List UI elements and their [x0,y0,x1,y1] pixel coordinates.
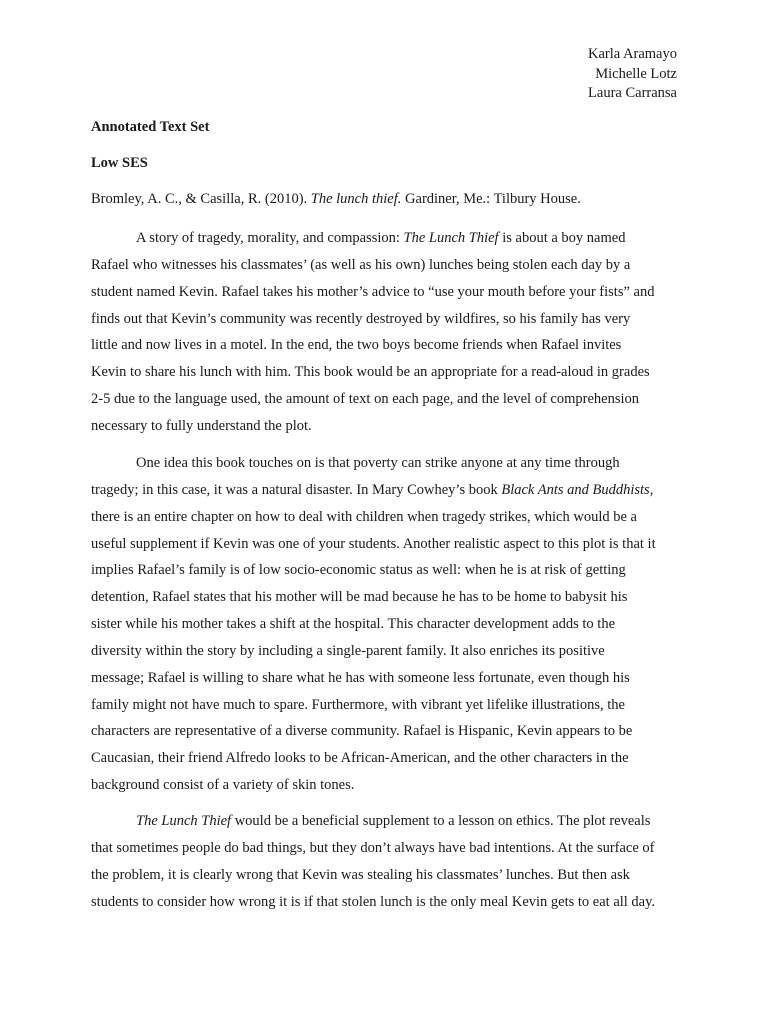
text-line [91,862,681,889]
text-run: diversity within the story by including a single-parent family. It also enriches its positive [91,642,605,659]
text-line [91,413,681,440]
text-line [91,808,681,835]
text-line [91,450,681,477]
text-line [91,225,681,252]
text-run: little and now lives in a motel. In the end, the two boys become friends when Rafael invites [91,337,622,354]
text-run: useful supplement if Kevin was one of your students. Another realistic aspect to this plot is that it [91,535,656,552]
text-line [91,306,681,333]
author-name: Michelle Lotz [595,65,677,82]
text-line [91,665,681,692]
text-line [91,692,681,719]
text-line [91,359,681,386]
text-run: Caucasian, their friend Alfredo looks to be African-American, and the other characters in the [91,750,629,767]
author-name: Karla Aramayo [588,46,677,62]
citation-authors: Bromley, A. C., & Casilla, R. (2010). [91,191,311,207]
text-run: characters are representative of a diverse community. Rafael is Hispanic, Kevin appears to be [91,723,633,740]
text-run: necessary to fully understand the plot. [91,417,312,434]
text-run: Rafael who witnesses his classmates’ (as well as his own) lunches being stolen each day by a [91,256,631,273]
text-line [91,504,681,531]
text-run: tragedy; in this case, it was a natural disaster. In Mary Cowhey’s book [91,481,502,498]
author-list [588,45,677,104]
text-line [91,252,681,279]
section-heading: Low SES [91,155,148,171]
text-run: background consist of a variety of skin tones. [91,777,355,794]
text-run: implies Rafael’s family is of low socio-economic status as well: when he is at risk of getting [91,562,626,579]
text-run: would be a beneficial supplement to a lesson on ethics. The plot reveals [231,813,651,829]
italic-title-text: The Lunch Thief [136,813,232,829]
paragraph-summary [91,225,681,440]
text-run: Kevin to share his lunch with him. This book would be an appropriate for a read-aloud in grades [91,364,650,381]
text-run: 2-5 due to the language used, the amount of text on each page, and the level of comprehension [91,391,639,408]
citation-publisher: Gardiner, Me.: Tilbury House. [401,191,581,207]
text-run: is about a boy named [498,230,626,246]
text-run: that sometimes people do bad things, but they don’t always have bad intentions. At the surface of [91,839,655,856]
text-run: message; Rafael is willing to share what he has with someone less fortunate, even though his [91,669,630,686]
text-line [91,332,681,359]
text-run: finds out that Kevin’s community was recently destroyed by wildfires, so his family has very [91,310,631,327]
italic-title-text: Black Ants and Buddhists [501,481,650,498]
text-line [91,557,681,584]
text-line [91,745,681,772]
paragraph-ethics [91,808,681,915]
text-line [91,584,681,611]
text-line [91,279,681,306]
text-line [91,835,681,862]
text-run: there is an entire chapter on how to deal with children when tragedy strikes, which would be a [91,508,637,525]
text-run: student named Kevin. Rafael takes his mother’s advice to “use your mouth before your fists” and [91,283,655,300]
text-line [91,638,681,665]
text-run: students to consider how wrong it is if that stolen lunch is the only meal Kevin gets to eat all day. [91,893,656,910]
text-line [91,477,681,504]
text-run: family might not have much to spare. Furthermore, with vibrant yet lifelike illustrations, the [91,696,625,713]
text-run: detention, Rafael states that his mother will be mad because he has to be home to babysit his [91,589,628,606]
document-title: Annotated Text Set [91,119,210,135]
book-citation [91,191,581,208]
text-line [91,772,681,799]
italic-title-text: The Lunch Thief [403,230,499,246]
text-line [91,611,681,638]
paragraph-analysis [91,450,681,799]
text-line [91,889,681,916]
citation-book-title: The lunch thief. [310,191,402,207]
text-line [91,718,681,745]
author-name: Laura Carransa [588,85,677,101]
text-run: One idea this book touches on is that poverty can strike anyone at any time through [136,455,620,471]
text-run: sister while his mother takes a shift at the hospital. This character development adds to the [91,616,616,633]
text-line [91,386,681,413]
text-run: A story of tragedy, morality, and compassion: [136,230,404,246]
text-run: , [649,481,654,498]
text-run: the problem, it is clearly wrong that Kevin was stealing his classmates’ lunches. But then ask [91,866,630,883]
text-line [91,531,681,558]
